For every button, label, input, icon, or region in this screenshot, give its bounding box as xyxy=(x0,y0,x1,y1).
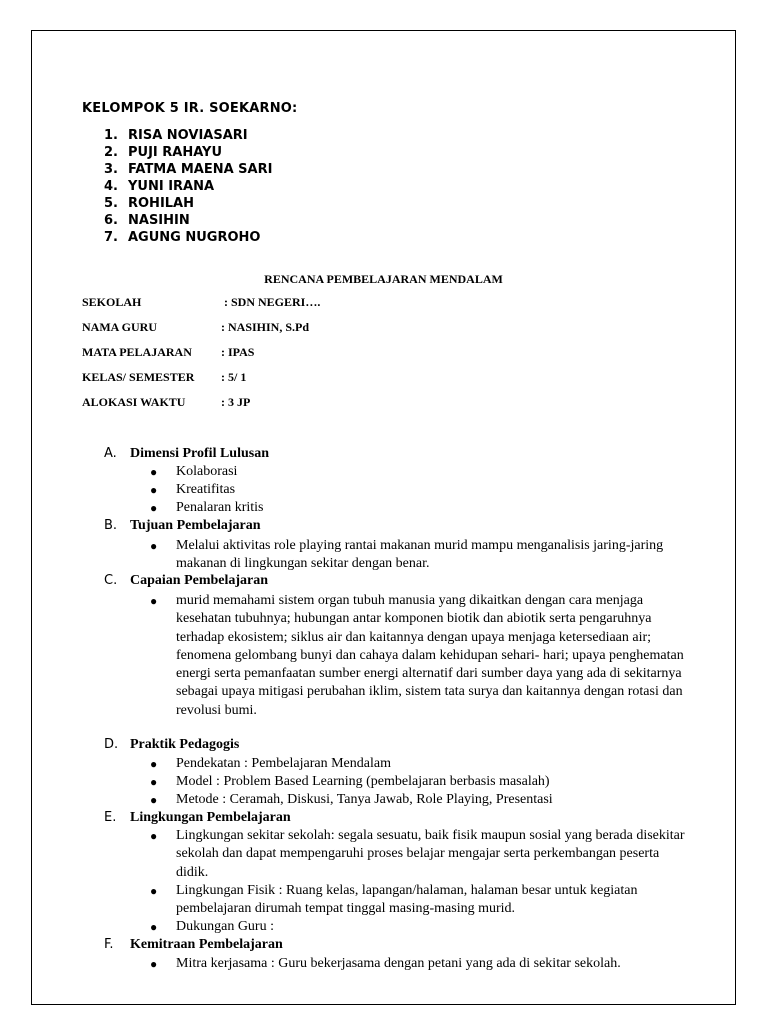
section-letter: C. xyxy=(104,573,118,588)
bullet-text: Kreatifitas xyxy=(176,482,236,497)
list-item xyxy=(104,195,272,212)
bullet-text: Model : Problem Based Learning (pembelajaran berbasis masalah) xyxy=(176,774,550,789)
bullet-icon: ● xyxy=(150,539,158,553)
bullet-text: Dukungan Guru : xyxy=(176,919,274,934)
list-item xyxy=(104,212,272,229)
bullet-icon: ● xyxy=(150,829,158,843)
bullet-text: murid memahami sistem organ tubuh manusia yang dikaitkan dengan cara menjaga kesehatan tubuhnya; hubungan antar komponen biotik dan abiotik serta pengaruhnya terhadap ekosistem; siklus air dan kaitannya dengan upaya menjaga ketersediaan air; fenomena gelombang bunyi dan cahaya dalam kehidupan sehari- hari; upaya penghematan energi serta pemanfaatan sumber energi alternatif dari sumber daya yang ada di sekitarnya sebagai upaya mitigasi perubahan iklim, sistem tata surya dan kaitannya dengan rotasi dan revolusi bumi. xyxy=(176,593,684,718)
list-number: 7. xyxy=(104,230,118,245)
section-title: Tujuan Pembelajaran xyxy=(130,518,261,533)
list-number: 5. xyxy=(104,196,118,211)
list-item xyxy=(104,161,272,178)
bullet-text: Lingkungan Fisik : Ruang kelas, lapangan/halaman, halaman besar untuk kegiatan pembelajaran dirumah tempat tinggal masing-masing murid. xyxy=(176,883,638,917)
info-value: : SDN NEGERI…. xyxy=(224,295,321,309)
list-item xyxy=(104,127,272,144)
section-title: Lingkungan Pembelajaran xyxy=(130,810,291,825)
document-page xyxy=(31,30,736,1005)
list-item xyxy=(150,773,690,791)
section-title: Kemitraan Pembelajaran xyxy=(130,937,283,952)
info-value: : IPAS xyxy=(221,345,255,359)
list-number: 2. xyxy=(104,145,118,160)
info-label: NAMA GURU xyxy=(82,320,157,334)
list-item xyxy=(150,827,690,882)
section-letter: E. xyxy=(104,810,117,825)
list-item xyxy=(104,229,272,246)
bullet-icon: ● xyxy=(150,757,158,771)
bullet-icon: ● xyxy=(150,920,158,934)
bullet-icon: ● xyxy=(150,594,158,608)
bullet-icon: ● xyxy=(150,465,158,479)
bullet-text: Pendekatan : Pembelajaran Mendalam xyxy=(176,756,391,771)
list-item xyxy=(150,955,690,973)
list-item xyxy=(104,178,272,195)
section-d-heading xyxy=(104,736,239,754)
section-letter: F. xyxy=(104,937,114,952)
bullet-text: Kolaborasi xyxy=(176,464,238,479)
info-label: KELAS/ SEMESTER xyxy=(82,370,195,384)
section-e-heading xyxy=(104,809,291,827)
section-b-heading xyxy=(104,517,261,535)
info-label: SEKOLAH xyxy=(82,295,142,309)
bullet-icon: ● xyxy=(150,957,158,971)
group-title: KELOMPOK 5 IR. SOEKARNO: xyxy=(82,101,298,116)
bullet-icon: ● xyxy=(150,884,158,898)
bullet-text: Lingkungan sekitar sekolah: segala sesuatu, baik fisik maupun sosial yang berada disekitar sekolah dan dapat mempengaruhi proses belajar mengajar serta perkembangan peserta didik. xyxy=(176,828,685,880)
info-label: ALOKASI WAKTU xyxy=(82,395,186,409)
member-name: ROHILAH xyxy=(128,196,195,211)
bullet-text: Metode : Ceramah, Diskusi, Tanya Jawab, Role Playing, Presentasi xyxy=(176,792,553,807)
list-item xyxy=(150,882,690,919)
list-number: 6. xyxy=(104,213,118,228)
plan-title: RENCANA PEMBELAJARAN MENDALAM xyxy=(264,272,503,286)
list-item xyxy=(150,499,690,517)
list-item xyxy=(150,755,690,773)
member-name: YUNI IRANA xyxy=(128,179,215,194)
bullet-icon: ● xyxy=(150,483,158,497)
list-item xyxy=(150,918,690,936)
bullet-icon: ● xyxy=(150,793,158,807)
list-item xyxy=(150,481,690,499)
section-f-heading xyxy=(104,936,283,954)
bullet-icon: ● xyxy=(150,501,158,515)
info-value: : NASIHIN, S.Pd xyxy=(221,320,310,334)
section-c-heading xyxy=(104,572,268,590)
list-item xyxy=(104,144,272,161)
member-name: AGUNG NUGROHO xyxy=(128,230,261,245)
section-title: Praktik Pedagogis xyxy=(130,737,240,752)
list-item xyxy=(150,791,690,809)
info-label: MATA PELAJARAN xyxy=(82,345,192,359)
list-item xyxy=(150,537,690,574)
bullet-icon: ● xyxy=(150,775,158,789)
member-name: NASIHIN xyxy=(128,213,190,228)
list-number: 3. xyxy=(104,162,118,177)
section-a-heading xyxy=(104,445,269,463)
member-list xyxy=(104,127,272,246)
member-name: PUJI RAHAYU xyxy=(128,145,223,160)
bullet-text: Mitra kerjasama : Guru bekerjasama dengan petani yang ada di sekitar sekolah. xyxy=(176,956,621,971)
section-title: Capaian Pembelajaran xyxy=(130,573,269,588)
bullet-text: Penalaran kritis xyxy=(176,500,264,515)
section-letter: D. xyxy=(104,737,119,752)
info-value: : 3 JP xyxy=(221,395,251,409)
member-name: RISA NOVIASARI xyxy=(128,128,248,143)
info-value: : 5/ 1 xyxy=(221,370,247,384)
list-item xyxy=(150,463,690,481)
list-number: 1. xyxy=(104,128,118,143)
bullet-text: Melalui aktivitas role playing rantai makanan murid mampu menganalisis jaring-jaring makanan di lingkungan sekitar dengan benar. xyxy=(176,538,664,572)
section-letter: B. xyxy=(104,518,118,533)
member-name: FATMA MAENA SARI xyxy=(128,162,273,177)
section-letter: A. xyxy=(104,446,117,461)
list-item xyxy=(150,592,690,720)
section-title: Dimensi Profil Lulusan xyxy=(130,446,269,461)
list-number: 4. xyxy=(104,179,118,194)
